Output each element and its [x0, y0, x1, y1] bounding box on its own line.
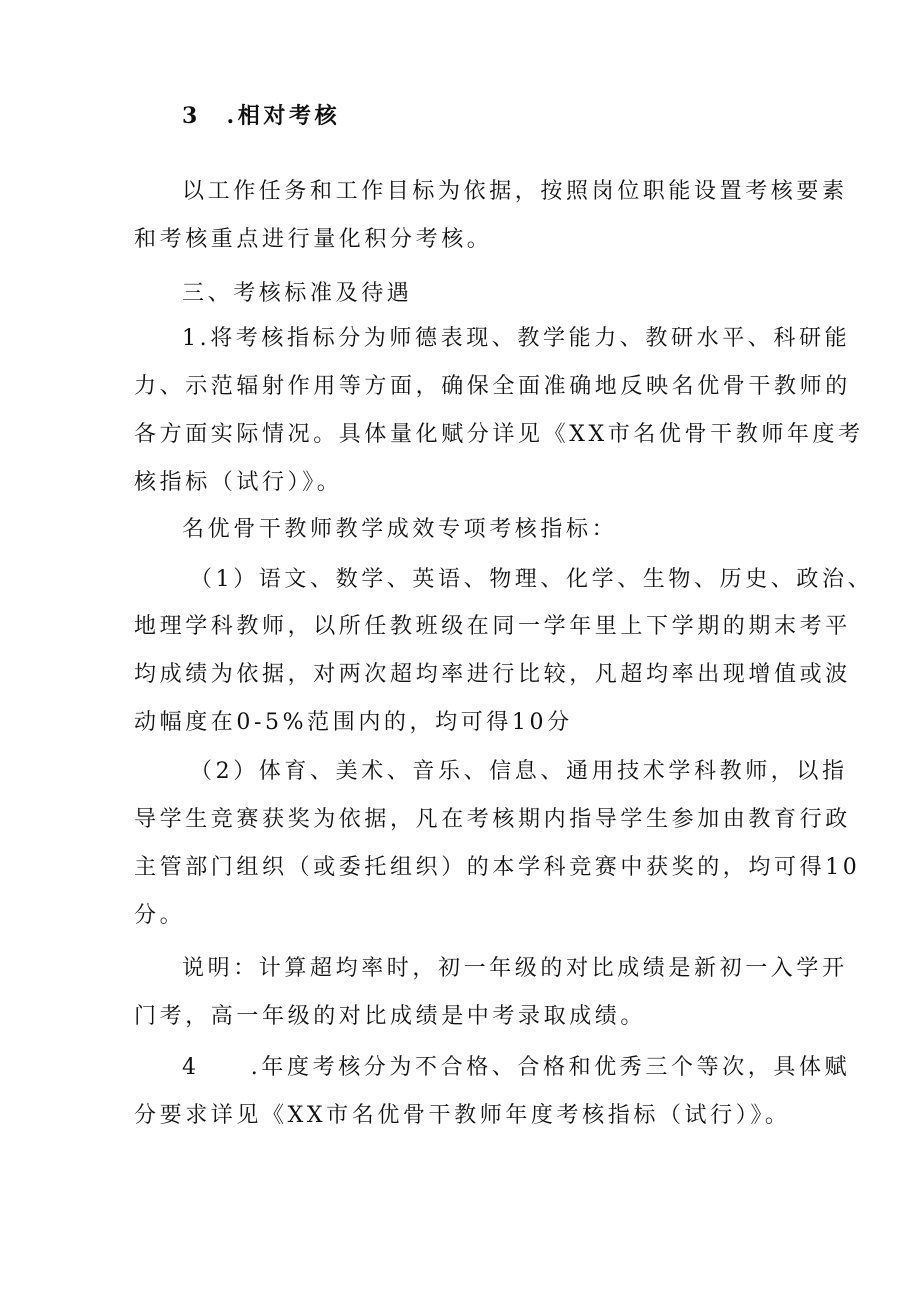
paragraph-relative-line-1: 以工作任务和工作目标为依据，按照岗位职能设置考核要素 [182, 179, 848, 204]
sub-1-line-1: （1）语文、数学、英语、物理、化学、生物、历史、政治、 [190, 567, 874, 592]
special-indicators-title: 名优骨干教师教学成效专项考核指标： [182, 517, 618, 542]
sub-2-line-2: 导学生竞赛获奖为依据，凡在考核期内指导学生参加由教育行政 [134, 807, 851, 832]
section-heading-standards: 三、考核标准及待遇 [182, 281, 413, 306]
note-line-1: 说明：计算超均率时，初一年级的对比成绩是新初一入学开 [182, 956, 848, 981]
item-1-line-4: 核指标（试行）》。 [134, 470, 343, 495]
paragraph-relative-line-2: 和考核重点进行量化积分考核。 [134, 227, 493, 252]
item-1-line-1: 1.将考核指标分为师德表现、教学能力、教研水平、科研能 [182, 326, 851, 351]
item-1-line-3: 各方面实际情况。具体量化赋分详见《XX市名优骨干教师年度考 [134, 422, 864, 447]
sub-1-line-4: 动幅度在0-5%范围内的，均可得10分 [134, 710, 573, 735]
sub-2-line-1: （2）体育、美术、音乐、信息、通用技术学科教师，以指 [190, 759, 848, 784]
note-line-2: 门考，高一年级的对比成绩是中考录取成绩。 [134, 1004, 647, 1029]
item-4-line-2: 分要求详见《XX市名优骨干教师年度考核指标（试行）》。 [134, 1103, 791, 1128]
sub-1-line-3: 均成绩为依据，对两次超均率进行比较，凡超均率出现增值或波 [134, 662, 851, 687]
sub-2-line-4: 分。 [134, 903, 186, 928]
heading-relative-assessment: 3 .相对考核 [182, 103, 341, 129]
item-4-line-1: 4 .年度考核分为不合格、合格和优秀三个等次，具体赋 [182, 1055, 851, 1080]
sub-1-line-2: 地理学科教师，以所任教班级在同一学年里上下学期的期末考平 [134, 614, 851, 639]
sub-2-line-3: 主管部门组织（或委托组织）的本学科竞赛中获奖的，均可得10 [134, 855, 861, 880]
item-1-line-2: 力、示范辐射作用等方面，确保全面准确地反映名优骨干教师的 [134, 374, 851, 399]
